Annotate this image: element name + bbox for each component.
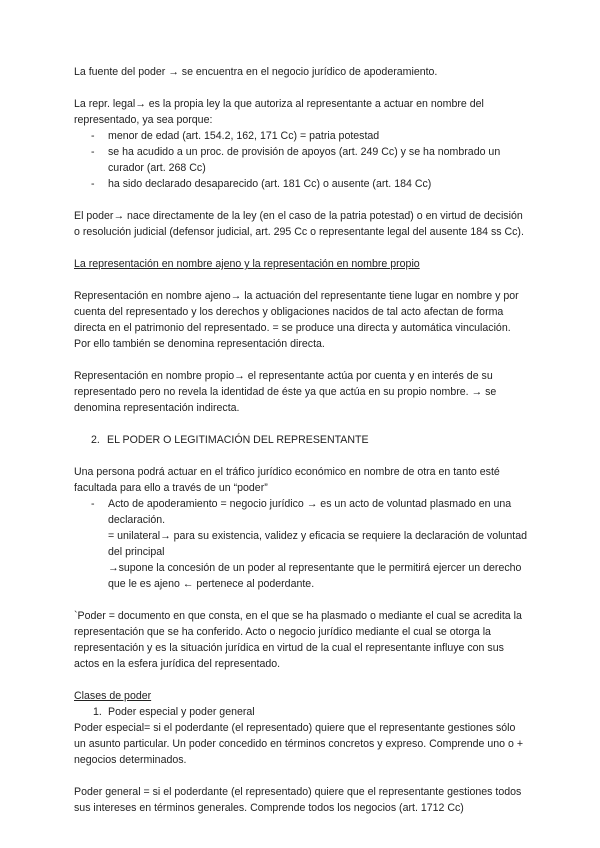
list-item: - se ha acudido a un proc. de provisión de apoyos (art. 249 Cc) y se ha nombrado un curador (art. 268 Cc) <box>91 146 501 174</box>
heading-clases-poder: Clases de poder <box>74 690 152 702</box>
continuation-concesion: →supone la concesión de un poder al representante que le permitirá ejercer un derecho que le es ajeno ← pertenece al poderdante. <box>108 562 522 590</box>
paragraph-nombre-propio: Representación en nombre propio→ el representante actúa por cuenta y en interés de su representado pero no revela la identidad de éste ya que actúa en su propio nombre. → se denomina representación indirecta. <box>74 370 497 414</box>
paragraph-poder-definicion: Una persona podrá actuar en el tráfico jurídico económico en nombre de otra en tanto esté facultada para ello a través de un “poder” <box>74 466 500 494</box>
continuation-unilateral: = unilateral→ para su existencia, validez y eficacia se requiere la declaración de voluntad del principal <box>108 530 527 558</box>
subheading-poder-especial-general: 1. Poder especial y poder general <box>93 706 255 718</box>
paragraph-poder-general: Poder general = si el poderdante (el representado) quiere que el representante gestiones todos sus intereses en términos generales. Comprende todos los negocios (art. 1712 Cc) <box>74 786 522 814</box>
paragraph-fuente-poder: La fuente del poder → se encuentra en el negocio jurídico de apoderamiento. <box>74 66 438 78</box>
list-item: - ha sido declarado desaparecido (art. 181 Cc) o ausente (art. 184 Cc) <box>91 178 432 190</box>
section-heading-2: 2. EL PODER O LEGITIMACIÓN DEL REPRESENTANTE <box>91 434 369 446</box>
heading-representacion: La representación en nombre ajeno y la representación en nombre propio <box>74 258 420 270</box>
list-item: - Acto de apoderamiento = negocio jurídico → es un acto de voluntad plasmado en una declaración. <box>91 498 512 526</box>
paragraph-poder-documento: `Poder = documento en que consta, en el que se ha plasmado o mediante el cual se acredita la representación que se ha conferido. Acto o negocio jurídico mediante el cual se otorga la representación y es la situación jurídica en virtud de la cual el representante influye con sus actos en la esfera jurídica del representado. <box>74 610 522 670</box>
paragraph-poder-especial: Poder especial= si el poderdante (el representado) quiere que el representante gestiones sólo un asunto particular. Un poder concedido en términos concretos y expreso. Comprende uno o + negocios determinados. <box>74 722 524 766</box>
repr-legal-list <box>74 128 528 192</box>
paragraph-nombre-ajeno: Representación en nombre ajeno→ la actuación del representante tiene lugar en nombre y por cuenta del representado y los derechos y obligaciones nacidos de tal acto afectan de forma directa en el patrimonio del representado. = se produce una directa y automática vinculación. Por ello también se denomina representación directa. <box>74 290 519 350</box>
apoderamiento-list <box>74 496 528 528</box>
paragraph-repr-legal: La repr. legal→ es la propia ley la que autoriza al representante a actuar en nombre del representado, ya sea porque: <box>74 98 484 126</box>
list-item: - menor de edad (art. 154.2, 162, 171 Cc) = patria potestad <box>91 130 380 142</box>
paragraph-poder-ley: El poder→ nace directamente de la ley (en el caso de la patria potestad) o en virtud de decisión o resolución judicial (defensor judicial, art. 295 Cc o representante legal del ausente 184 ss Cc). <box>74 210 524 238</box>
